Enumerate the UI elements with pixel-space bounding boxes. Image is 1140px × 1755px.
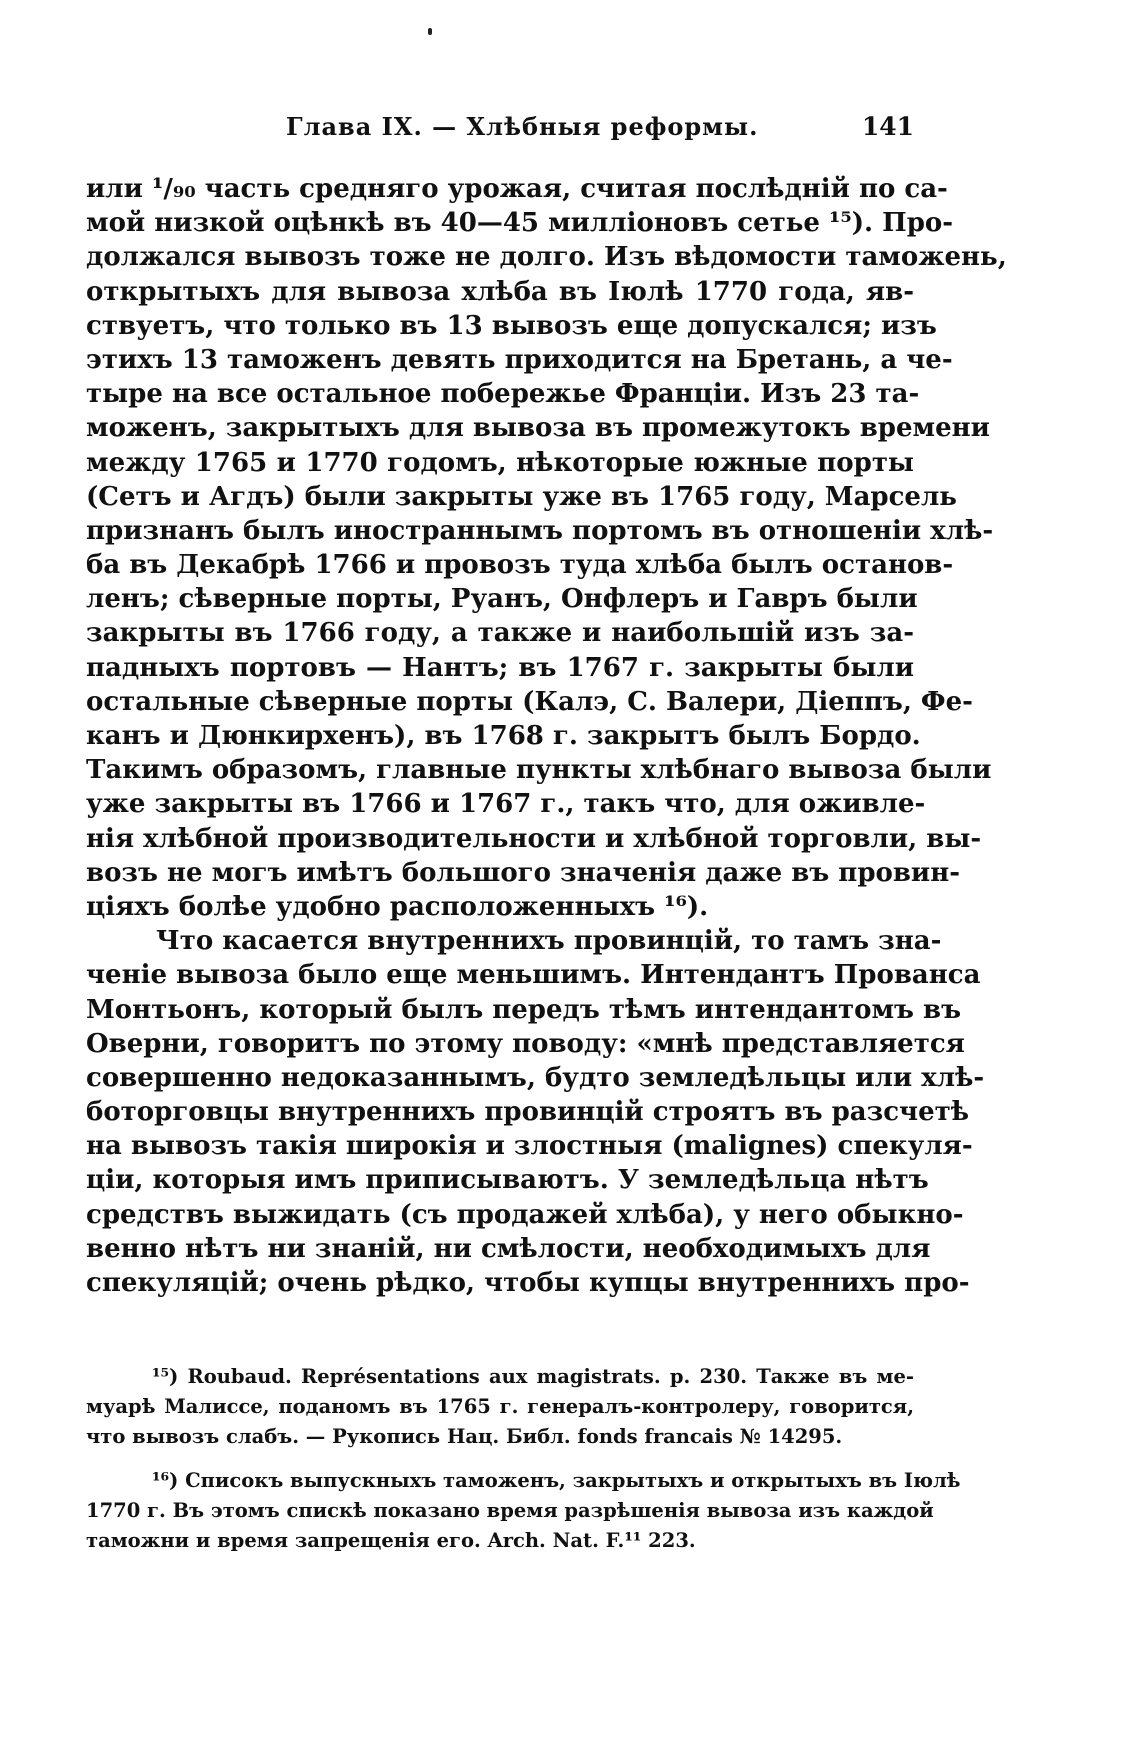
text-line: Монтьонъ, который былъ передъ тѣмъ интендантомъ въ (86, 994, 962, 1025)
text-line: уже закрыты въ 1766 и 1767 г., такъ что, для оживле- (86, 789, 926, 820)
footnote-line: ¹⁵) Roubaud. Représentations aux magistrats. p. 230. Также въ ме- (152, 1365, 914, 1388)
text-line: остальные сѣверные порты (Калэ, С. Валери, Діеппъ, Фе- (86, 686, 973, 717)
text-line: или ¹/₉₀ часть средняго урожая, считая послѣдній по са- (86, 174, 948, 204)
text-line: канъ и Дюнкирхенъ), въ 1768 г. закрытъ былъ Бордо. (86, 721, 921, 751)
text-line: возъ не могъ имѣтъ большого значенія даже въ провин- (86, 857, 961, 888)
text-line: ціи, которыя имъ приписываютъ. У земледѣльца нѣтъ (86, 1165, 929, 1196)
text-line: средствъ выжидать (съ продажей хлѣба), у него обыкно- (86, 1199, 964, 1230)
text-line: венно нѣтъ ни знаній, ни смѣлости, необходимыхъ для (86, 1233, 931, 1264)
text-line: открытыхъ для вывоза хлѣба въ Іюлѣ 1770 года, яв- (86, 276, 914, 307)
text-line: ствуетъ, что только въ 13 вывозъ еще допускался; изъ (86, 310, 937, 341)
footnotes (86, 1362, 961, 1556)
running-title: Глава IX. — Хлѣбныя реформы. (286, 112, 759, 141)
text-line: ленъ; сѣверные порты, Руанъ, Онфлеръ и Гавръ были (86, 584, 918, 615)
footnote-15 (86, 1362, 914, 1452)
paragraph-2 (86, 924, 985, 1300)
text-line: нія хлѣбной производительности и хлѣбной торговли, вы- (86, 823, 982, 854)
text-line: спекуляцій; очень рѣдко, чтобы купцы внутреннихъ про- (86, 1268, 970, 1298)
text-line: (Сетъ и Агдъ) были закрыты уже въ 1765 году, Марсель (86, 481, 957, 512)
text-line: совершенно недоказаннымъ, будто земледѣльцы или хлѣ- (86, 1062, 985, 1093)
text-line: ченіе вывоза было еще меньшимъ. Интендантъ Прованса (86, 960, 981, 991)
text-line: ціяхъ болѣе удобно расположенныхъ ¹⁶). (86, 891, 709, 922)
footnote-line: что вывозъ слабъ. — Рукопись Нац. Библ. fonds francais № 14295. (86, 1425, 843, 1448)
footnote-line: 1770 г. Въ этомъ спискѣ показано время разрѣшенія вывоза изъ каждой (86, 1499, 934, 1522)
text-line: на вывозъ такія широкія и злостныя (malignes) спекуля- (86, 1131, 973, 1162)
text-line: Что касается внутреннихъ провинцій, то тамъ зна- (156, 926, 942, 957)
footnote-16 (86, 1466, 961, 1556)
ink-speck (428, 28, 432, 35)
text-line: Оверни, говоритъ по этому поводу: «мнѣ представляется (86, 1028, 965, 1059)
text-line: признанъ былъ иностраннымъ портомъ въ отношеніи хлѣ- (86, 515, 994, 546)
text-line: Такимъ образомъ, главные пункты хлѣбнаго вывоза были (86, 755, 992, 786)
text-line: закрыты въ 1766 году, а также и наибольшій изъ за- (86, 618, 914, 649)
text-line: между 1765 и 1770 годомъ, нѣкоторые южные порты (86, 447, 914, 478)
body-text (86, 172, 1007, 1300)
footnote-line: ¹⁶) Списокъ выпускныхъ таможенъ, закрытыхъ и открытыхъ въ Іюлѣ (152, 1469, 961, 1492)
text-line: падныхъ портовъ — Нантъ; въ 1767 г. закрыты были (86, 652, 914, 683)
text-line: ба въ Декабрѣ 1766 и провозъ туда хлѣба былъ останов- (86, 550, 954, 581)
text-line: этихъ 13 таможенъ девять приходится на Бретань, а че- (86, 344, 953, 375)
footnote-gap (86, 1452, 914, 1466)
footnote-line: таможни и время запрещенія его. Arch. Nat. F.¹¹ 223. (86, 1529, 696, 1552)
text-line: боторговцы внутреннихъ провинцій строятъ въ разсчетѣ (86, 1097, 969, 1128)
footnote-line: муарѣ Малиссе, поданомъ въ 1765 г. генералъ-контролеру, говорится, (86, 1395, 914, 1418)
text-line: должался вывозъ тоже не долго. Изъ вѣдомости таможень, (86, 242, 1007, 273)
text-line: моженъ, закрытыхъ для вывоза въ промежутокъ времени (86, 413, 990, 444)
running-head (86, 112, 914, 152)
text-line: мой низкой оцѣнкѣ въ 40—45 милліоновъ сетье ¹⁵). Про- (86, 208, 954, 239)
page-number: 141 (861, 112, 914, 141)
paragraph-1 (86, 172, 1007, 924)
text-line: тыре на все остальное побережье Франціи. Изъ 23 та- (86, 379, 920, 410)
